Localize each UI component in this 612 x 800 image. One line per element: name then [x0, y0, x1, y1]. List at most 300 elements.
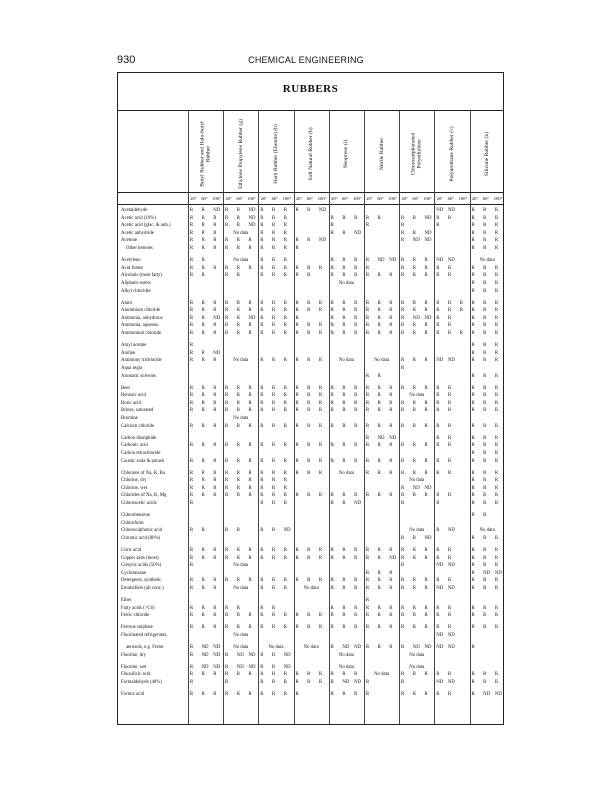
rating-value: R: [248, 625, 252, 631]
chemical-name: Carbonic acid: [121, 443, 148, 449]
rating-cell: [329, 527, 364, 534]
rating-cell: [434, 215, 469, 222]
table-row: [118, 624, 503, 631]
rating-value: ND: [447, 680, 455, 685]
rating-cell: [364, 442, 399, 449]
rating-cell: [399, 385, 434, 392]
rating-cell: [470, 400, 505, 407]
rating-value: R: [225, 578, 229, 584]
table-row: [118, 300, 503, 307]
rating-value: R: [377, 315, 381, 321]
rating-cell: [329, 272, 364, 279]
chemical-name: Fluorine, wet: [121, 664, 147, 670]
rating-cell: [223, 664, 258, 671]
rating-value: R: [494, 443, 499, 449]
table-row: [118, 562, 503, 569]
rating-value: R: [283, 501, 287, 506]
rating-value: R: [189, 501, 194, 506]
table-row: [118, 691, 503, 698]
rating-value: R: [225, 238, 229, 244]
rating-value: R: [189, 493, 194, 499]
rating-value: R: [201, 308, 205, 314]
rating-value: R: [283, 223, 287, 229]
table-row: [118, 288, 503, 295]
rating-value: R: [365, 605, 370, 611]
rating-value: R: [483, 450, 487, 456]
rating-cell: [399, 485, 434, 492]
rating-value: R: [225, 246, 229, 251]
rating-cell: [434, 280, 469, 287]
rating-value: R: [201, 423, 205, 429]
rating-cell: [434, 500, 469, 507]
rating-value: R: [377, 470, 381, 476]
rating-cell: [223, 535, 258, 542]
rating-cell: [470, 632, 505, 639]
chemical-name: Chloroacetic acids: [121, 501, 157, 506]
temperature-label: 20°: [366, 195, 373, 201]
rating-value: R: [412, 331, 416, 336]
rating-value: R: [271, 230, 276, 236]
rating-value: R: [494, 548, 499, 553]
rating-value: R: [189, 423, 194, 429]
rating-cell: [188, 207, 223, 214]
rating-value: R: [225, 680, 229, 685]
rating-value: R: [494, 435, 499, 441]
chemical-name: Fatty acids (>C6): [121, 605, 155, 611]
table-row: [118, 605, 503, 612]
table-row: [118, 664, 503, 671]
rating-cell: No data: [233, 230, 249, 236]
rating-cell: [258, 280, 293, 287]
rating-value: R: [260, 331, 264, 336]
temperature-headers: [258, 193, 293, 203]
rating-value: R: [401, 680, 405, 685]
chemical-name: Brines, saturated: [121, 408, 154, 414]
rating-cell: [470, 357, 505, 364]
rating-value: R: [201, 586, 205, 591]
rating-cell: [399, 512, 434, 519]
column-header-label: Silicone Rubber (k): [483, 131, 490, 177]
rating-value: R: [354, 578, 358, 584]
rating-cell: [188, 222, 223, 229]
rating-value: R: [436, 501, 440, 506]
table-row: [118, 435, 503, 442]
rating-value: R: [365, 400, 370, 406]
temperature-label: 100°: [212, 195, 221, 201]
rating-cell: [258, 322, 293, 329]
rating-value: R: [389, 625, 393, 631]
rating-cell: [294, 322, 329, 329]
rating-value: R: [342, 458, 346, 464]
chemical-name: Chromic acid (80%): [121, 535, 161, 541]
rating-value: R: [365, 315, 370, 321]
rating-value: R: [307, 423, 311, 429]
rating-value: ND: [424, 215, 432, 221]
rating-cell: [434, 691, 469, 698]
rating-value: R: [342, 692, 346, 698]
column-divider: [434, 111, 435, 724]
rating-cell: [399, 357, 434, 364]
rating-value: R: [447, 435, 452, 441]
rating-value: ND: [447, 563, 455, 569]
rating-value: R: [213, 223, 217, 229]
rating-value: R: [271, 605, 276, 611]
rating-value: R: [189, 400, 194, 406]
rating-cell: [434, 400, 469, 407]
rating-cell: [329, 500, 364, 507]
rating-value: R: [248, 265, 252, 271]
rating-cell: [258, 570, 293, 577]
rating-cell: [188, 500, 223, 507]
rating-value: R: [271, 672, 276, 678]
table-row: [118, 357, 503, 364]
rating-value: R: [494, 672, 499, 678]
rating-value: R: [424, 586, 428, 591]
rating-cell: [223, 570, 258, 577]
rating-cell: [294, 535, 329, 542]
rating-value: R: [447, 215, 452, 221]
rating-cell: [223, 392, 258, 399]
rating-value: R: [213, 215, 217, 221]
rating-cell: [294, 520, 329, 527]
rating-value: ND: [436, 358, 444, 364]
rating-value: R: [424, 672, 428, 678]
rating-cell: [258, 652, 293, 659]
rating-value: R: [283, 485, 287, 491]
rating-cell: [294, 664, 329, 671]
rating-cell: [188, 230, 223, 237]
rating-cell: [364, 365, 399, 372]
rating-value: R: [412, 586, 416, 591]
rating-value: R: [295, 408, 299, 414]
rating-cell: [294, 597, 329, 604]
rating-value: R: [283, 680, 287, 685]
rating-cell: [223, 485, 258, 492]
column-divider: [294, 111, 295, 724]
rating-cell: [434, 585, 469, 592]
column-divider: [223, 111, 224, 724]
rating-value: R: [354, 400, 358, 406]
rating-cell: No data: [409, 393, 425, 399]
rating-value: R: [401, 300, 405, 306]
rating-cell: [294, 207, 329, 214]
rating-value: R: [471, 645, 475, 651]
rating-value: R: [401, 692, 405, 698]
rating-value: R: [354, 443, 358, 449]
rating-cell: [364, 570, 399, 577]
rating-value: R: [201, 208, 205, 213]
rating-value: R: [271, 300, 276, 306]
rating-cell: [188, 322, 223, 329]
chemical-name: Acetaldehyde: [121, 208, 148, 213]
rating-value: R: [283, 443, 287, 449]
table-row: [118, 222, 503, 229]
table-row: [118, 652, 503, 659]
rating-value: R: [389, 470, 393, 476]
rating-value: R: [471, 578, 475, 584]
rating-value: R: [436, 578, 440, 584]
rating-value: R: [424, 548, 428, 553]
rating-value: R: [436, 443, 440, 449]
rating-value: R: [201, 323, 205, 329]
chemical-name: Aniline: [121, 350, 136, 356]
rating-value: R: [483, 563, 487, 569]
rating-value: R: [189, 680, 194, 685]
rating-value: R: [260, 548, 264, 553]
rating-value: ND: [389, 555, 397, 561]
rating-cell: [329, 612, 364, 619]
rating-value: R: [447, 408, 452, 414]
rating-value: R: [401, 645, 405, 651]
rating-cell: [188, 307, 223, 314]
rating-cell: [258, 407, 293, 414]
rating-cell: [364, 500, 399, 507]
rating-value: R: [236, 528, 240, 534]
rating-cell: [188, 435, 223, 442]
rating-cell: [434, 492, 469, 499]
rating-cell: [258, 423, 293, 430]
rating-cell: [364, 535, 399, 542]
rating-value: R: [295, 308, 299, 314]
rating-value: ND: [201, 652, 209, 658]
rating-value: ND: [213, 664, 221, 670]
rating-value: R: [271, 548, 276, 553]
rating-value: R: [271, 215, 276, 221]
rating-value: R: [365, 586, 370, 591]
rating-value: R: [271, 501, 276, 506]
chemical-name: Benzoic acid: [121, 393, 146, 399]
rating-value: R: [424, 555, 428, 561]
rating-value: R: [248, 692, 252, 698]
rating-value: R: [236, 548, 240, 553]
rating-value: R: [260, 458, 264, 464]
rating-value: R: [354, 273, 358, 279]
rating-value: R: [365, 625, 370, 631]
rating-value: R: [189, 664, 194, 670]
rating-cell: [258, 237, 293, 244]
rating-value: R: [189, 443, 194, 449]
rating-value: R: [483, 323, 487, 329]
rating-value: R: [354, 605, 358, 611]
rating-cell: [434, 245, 469, 252]
rating-value: R: [424, 308, 428, 314]
rating-cell: [434, 562, 469, 569]
rating-value: R: [471, 680, 475, 685]
rating-value: R: [236, 478, 240, 484]
rating-cell: [399, 423, 434, 430]
column-header-label: Nitrile Rubber: [378, 137, 385, 171]
rating-value: R: [213, 493, 217, 499]
rating-value: R: [389, 300, 393, 306]
rating-value: R: [307, 308, 311, 314]
rating-value: R: [401, 605, 405, 611]
rating-cell: [188, 492, 223, 499]
rating-cell: [434, 300, 469, 307]
rating-value: R: [365, 680, 370, 685]
rating-cell: [258, 330, 293, 337]
rating-value: R: [201, 493, 205, 499]
temperature-label: 60°: [306, 195, 314, 201]
rating-value: R: [295, 672, 299, 678]
rating-cell: [294, 288, 329, 295]
temperature-headers: [434, 193, 469, 203]
rating-value: R: [318, 385, 323, 391]
rating-value: R: [471, 400, 475, 406]
rating-value: R: [271, 555, 276, 561]
rating-cell: [329, 237, 364, 244]
column-divider: [399, 111, 400, 724]
rating-value: R: [494, 501, 499, 506]
rating-cell: [399, 597, 434, 604]
rating-value: R: [471, 408, 475, 414]
rating-value: R: [307, 470, 311, 476]
rating-value: R: [271, 238, 276, 244]
rating-value: R: [189, 672, 194, 678]
rating-value: R: [271, 443, 276, 449]
rating-cell: [364, 691, 399, 698]
rating-value: R: [248, 470, 252, 476]
rating-cell: [470, 585, 505, 592]
rating-value: R: [483, 625, 487, 631]
rating-cell: [399, 407, 434, 414]
temperature-headers: [470, 193, 505, 203]
rating-cell: [364, 624, 399, 631]
column-header-label: Ethylene Propylene Rubber (g): [237, 119, 244, 189]
chemical-name: Alum: [121, 300, 132, 306]
rating-value: R: [401, 273, 405, 279]
rating-value: R: [377, 645, 381, 651]
rating-value: R: [236, 485, 240, 491]
chemical-name: Chlorine, dry: [121, 478, 147, 484]
rating-value: R: [201, 331, 205, 336]
rating-value: R: [412, 265, 416, 271]
rating-value: R: [189, 273, 194, 279]
rating-value: R: [471, 238, 475, 244]
rating-cell: [434, 365, 469, 372]
rating-cell: [434, 307, 469, 314]
rating-cell: [434, 535, 469, 542]
rating-cell: [223, 691, 258, 698]
rating-value: R: [271, 692, 276, 698]
rating-value: R: [283, 408, 287, 414]
rating-value: R: [342, 323, 346, 329]
rating-cell: [364, 230, 399, 237]
rating-cell: [470, 577, 505, 584]
chemical-name: Emulsifiers (all conc.): [121, 586, 164, 591]
rating-cell: [434, 237, 469, 244]
rating-cell: [434, 435, 469, 442]
rating-value: R: [283, 613, 287, 619]
rating-value: R: [330, 400, 334, 406]
rating-value: R: [307, 323, 311, 329]
rating-cell: [258, 527, 293, 534]
chemical-name: Ferric chloride: [121, 613, 150, 619]
rating-cell: [223, 477, 258, 484]
rating-value: R: [236, 323, 240, 329]
rating-value: R: [318, 672, 323, 678]
rating-cell: [258, 442, 293, 449]
rating-cell: [188, 477, 223, 484]
rating-value: R: [225, 323, 229, 329]
column-header: [294, 117, 329, 191]
rating-cell: [470, 605, 505, 612]
rating-value: R: [447, 331, 452, 336]
column-header-label: Hard Rubber (Ebonite) (h): [272, 124, 279, 184]
rating-value: R: [471, 230, 475, 236]
rating-cell: [470, 365, 505, 372]
rating-cell: [223, 547, 258, 554]
rating-value: R: [225, 208, 229, 213]
rating-value: R: [260, 308, 264, 314]
rating-value: R: [365, 215, 370, 221]
rating-value: R: [248, 308, 252, 314]
chemical-name: Amyl acetate: [121, 343, 147, 349]
rating-value: R: [213, 458, 217, 464]
rating-value: R: [342, 385, 346, 391]
rating-value: R: [236, 331, 240, 336]
rating-value: R: [377, 548, 381, 553]
rating-cell: [399, 442, 434, 449]
rating-cell: [188, 423, 223, 430]
rating-value: ND: [354, 680, 362, 685]
rating-value: R: [260, 238, 264, 244]
rating-cell: [188, 400, 223, 407]
rating-value: R: [471, 450, 475, 456]
rating-cell: [329, 407, 364, 414]
rating-value: ND: [447, 645, 455, 651]
rating-cell: [470, 207, 505, 214]
rating-value: R: [248, 238, 252, 244]
rating-value: R: [271, 273, 276, 279]
rating-value: R: [283, 625, 287, 631]
table-row: [118, 373, 503, 380]
rating-cell: [364, 450, 399, 457]
table-row: [118, 520, 503, 527]
rating-cell: [329, 207, 364, 214]
table-row: [118, 477, 503, 484]
rating-value: R: [283, 548, 287, 553]
rating-value: R: [260, 485, 264, 491]
rating-cell: No data: [233, 645, 249, 651]
rating-value: R: [189, 528, 194, 534]
rating-value: R: [401, 308, 405, 314]
rating-cell: [364, 222, 399, 229]
rating-value: R: [260, 315, 264, 321]
rating-cell: [329, 570, 364, 577]
rating-cell: [258, 577, 293, 584]
rating-value: R: [295, 323, 299, 329]
rating-cell: [329, 342, 364, 349]
table-row: [118, 322, 503, 329]
rating-value: R: [283, 692, 287, 698]
rating-cell: [188, 237, 223, 244]
rating-value: R: [365, 435, 370, 441]
rating-value: R: [189, 470, 194, 476]
table-row: [118, 257, 503, 264]
rating-value: R: [424, 423, 428, 429]
rating-cell: [470, 597, 505, 604]
rating-cell: [470, 691, 505, 698]
rating-value: R: [225, 692, 229, 698]
rating-cell: [470, 423, 505, 430]
rating-cell: [294, 691, 329, 698]
rating-value: R: [189, 485, 194, 491]
rating-value: R: [483, 458, 487, 464]
rating-cell: [294, 485, 329, 492]
chemical-name: Formic acid: [121, 692, 145, 698]
rating-cell: [399, 373, 434, 380]
rating-value: R: [389, 385, 393, 391]
